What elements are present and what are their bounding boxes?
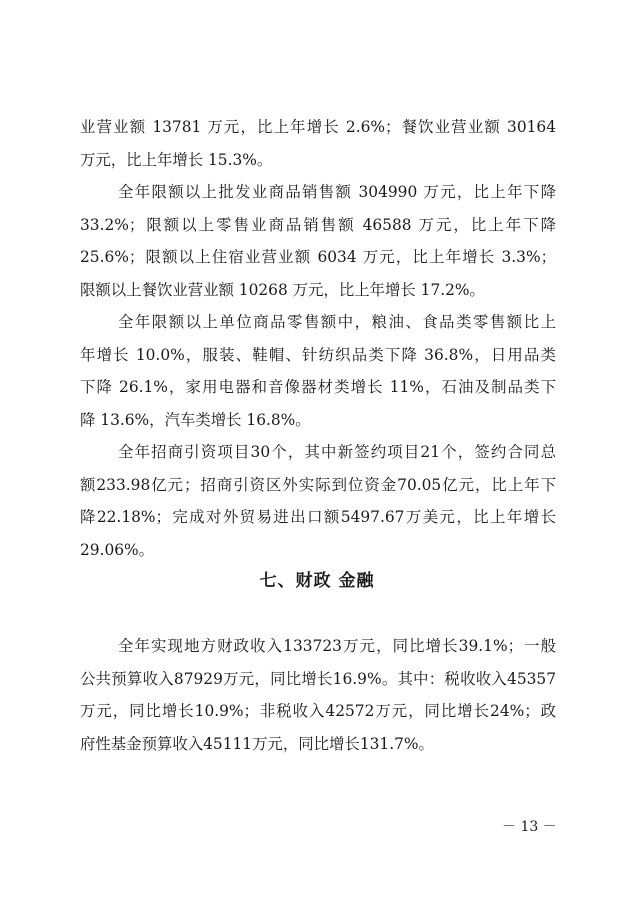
text-line: 万元，同比增长10.9%；非税收入42572万元，同比增长24%；政: [80, 702, 556, 720]
paragraph-retail-continuation: [80, 111, 556, 176]
text-line: 下降 26.1%，家用电器和音像器材类增长 11%，石油及制品类下: [80, 378, 556, 396]
page-number: － 13 －: [502, 819, 557, 835]
paragraph-fiscal-revenue: [80, 630, 556, 760]
text-line: 全年限额以上批发业商品销售额 304990 万元，比上年下降: [118, 183, 556, 201]
text-line: 全年实现地方财政收入133723万元，同比增长39.1%；一般: [118, 637, 556, 655]
text-line: 万元，比上年增长 15.3%。: [80, 150, 273, 169]
text-line: 29.06%。: [80, 540, 155, 559]
text-line: 额233.98亿元；招商引资区外实际到位资金70.05亿元，比上年下: [80, 475, 556, 494]
paragraph-retail-categories: [80, 306, 556, 436]
text-line: 府性基金预算收入45111万元，同比增长131.7%。: [80, 734, 434, 753]
text-line: 年增长 10.0%，服装、鞋帽、针纺织品类下降 36.8%，日用品类: [80, 345, 556, 364]
paragraph-wholesale-retail: [80, 176, 556, 306]
text-line: 全年招商引资项目30个，其中新签约项目21个，签约合同总: [118, 443, 556, 461]
text-line: 业营业额 13781 万元，比上年增长 2.6%；餐饮业营业额 30164: [80, 118, 556, 136]
text-line: 公共预算收入87929万元，同比增长16.9%。其中：税收收入45357: [80, 669, 556, 688]
text-line: 全年限额以上单位商品零售额中，粮油、食品类零售额比上: [118, 313, 556, 331]
text-line: 限额以上餐饮业营业额 10268 万元，比上年增长 17.2%。: [80, 280, 485, 299]
section-heading: 七、财政 金融: [259, 571, 375, 591]
text-line: 降 13.6%，汽车类增长 16.8%。: [80, 410, 311, 429]
text-line: 33.2%；限额以上零售业商品销售额 46588 万元，比上年下降: [80, 215, 556, 234]
paragraph-investment-trade: [80, 436, 556, 566]
text-line: 降22.18%；完成对外贸易进出口额5497.67万美元，比上年增长: [80, 508, 556, 526]
text-line: 25.6%；限额以上住宿业营业额 6034 万元，比上年增长 3.3%；: [80, 248, 556, 266]
